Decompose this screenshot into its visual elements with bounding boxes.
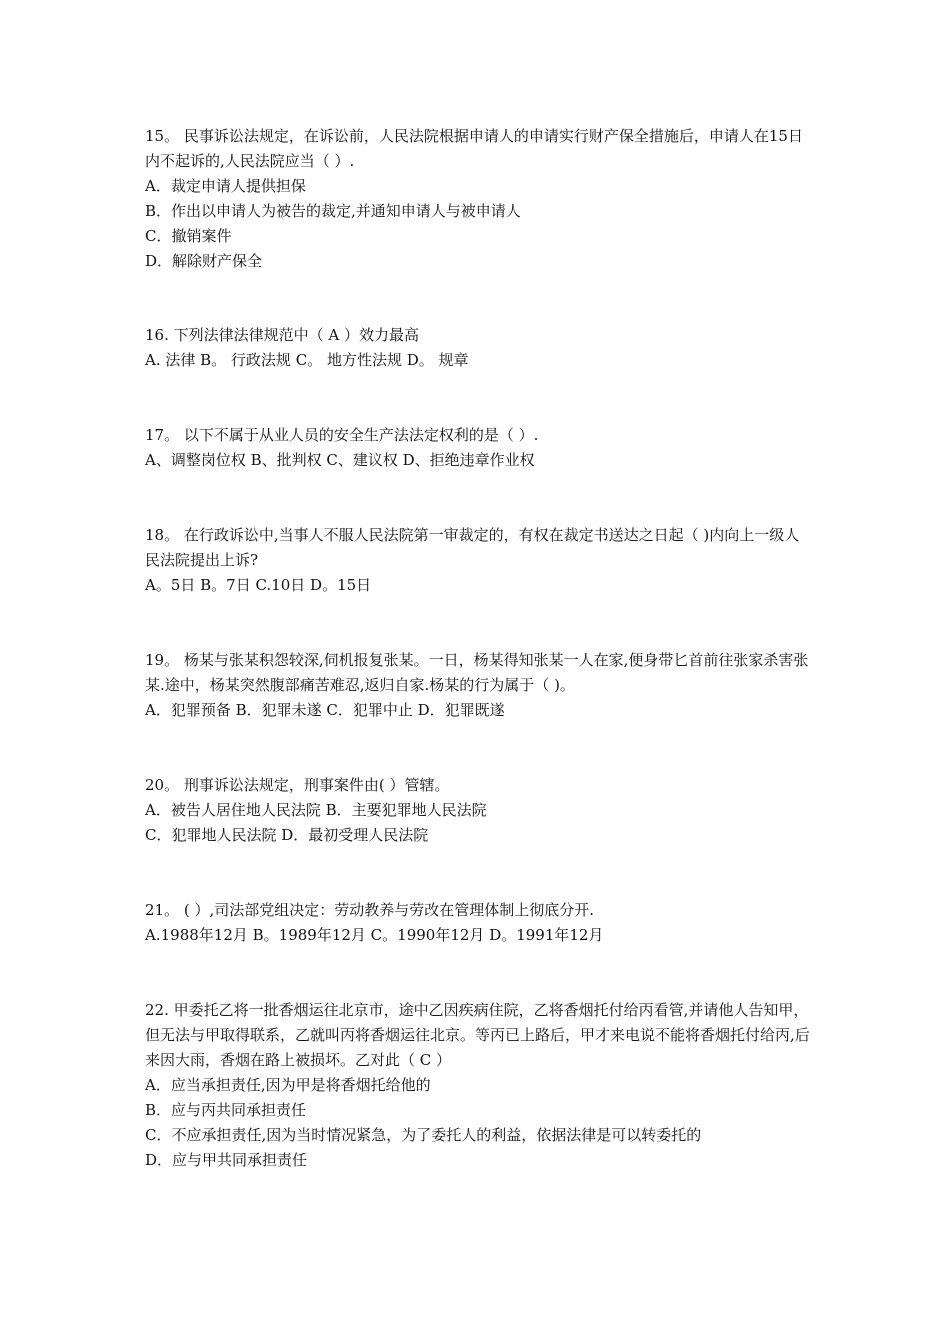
question-list	[145, 124, 810, 1173]
question-20	[145, 773, 810, 848]
question-16	[145, 323, 810, 373]
question-22	[145, 998, 810, 1173]
spacer	[145, 274, 810, 323]
question-19	[145, 648, 810, 723]
option-b: B．作出以申请人为被告的裁定,并通知申请人与被申请人	[145, 202, 521, 220]
question-text: 20。 刑事诉讼法规定，刑事案件由( ）管辖。	[145, 776, 450, 794]
question-text: 22. 甲委托乙将一批香烟运往北京市，途中乙因疾病住院，乙将香烟托付给丙看管,并请他人告知甲，但无法与甲取得联系，乙就叫丙将香烟运往北京。等丙已上路后，甲才来电说不能将香烟托付给丙,后来因大雨，香烟在路上被损坏。乙对此（ C ）	[145, 1001, 810, 1069]
option-line: A. 法律 B。 行政法规 C。 地方性法规 D。 规章	[145, 351, 469, 369]
spacer	[145, 723, 810, 773]
option-line: A.1988年12月 B。1989年12月 C。1990年12月 D。1991年12月	[145, 926, 604, 944]
question-text: 18。 在行政诉讼中,当事人不服人民法院第一审裁定的，有权在裁定书送达之日起（ )内向上一级人民法院提出上诉?	[145, 526, 800, 569]
spacer	[145, 598, 810, 648]
option-a: A．应当承担责任,因为甲是将香烟托给他的	[145, 1076, 431, 1094]
spacer	[145, 948, 810, 998]
spacer	[145, 473, 810, 523]
option-d: D．应与甲共同承担责任	[145, 1151, 308, 1169]
question-text: 21。 ( ）,司法部党组决定：劳动教养与劳改在管理体制上彻底分开.	[145, 901, 595, 919]
question-18	[145, 523, 810, 598]
question-text: 19。 杨某与张某积怨较深,伺机报复张某。一日，杨某得知张某一人在家,便身带匕首前往张家杀害张某.途中，杨某突然腹部痛苦难忍,返归自家.杨某的行为属于（ )。	[145, 651, 809, 694]
option-line: A、调整岗位权 B、批判权 C、建议权 D、拒绝违章作业权	[145, 451, 535, 469]
spacer	[145, 848, 810, 898]
question-15	[145, 124, 810, 274]
option-d: D．解除财产保全	[145, 252, 263, 270]
question-17	[145, 423, 810, 473]
question-text: 15。 民事诉讼法规定，在诉讼前，人民法院根据申请人的申请实行财产保全措施后，申请人在15日内不起诉的,人民法院应当（ ）.	[145, 127, 803, 170]
option-line: A。5日 B。7日 C.10日 D。15日	[145, 576, 372, 594]
spacer	[145, 373, 810, 423]
option-b: B．应与丙共同承担责任	[145, 1101, 307, 1119]
option-line: A．犯罪预备 B．犯罪未遂 C．犯罪中止 D．犯罪既遂	[145, 701, 505, 719]
question-21	[145, 898, 810, 948]
question-text: 16. 下列法律法律规范中（ A ）效力最高	[145, 326, 419, 344]
option-line: A．被告人居住地人民法院 B．主要犯罪地人民法院	[145, 801, 487, 819]
option-a: A．裁定申请人提供担保	[145, 177, 306, 195]
option-c: C．不应承担责任,因为当时情况紧急，为了委托人的利益，依据法律是可以转委托的	[145, 1126, 702, 1144]
option-line: C．犯罪地人民法院 D．最初受理人民法院	[145, 826, 429, 844]
question-text: 17。 以下不属于从业人员的安全生产法法定权利的是（ ）.	[145, 426, 539, 444]
option-c: C．撤销案件	[145, 227, 232, 245]
